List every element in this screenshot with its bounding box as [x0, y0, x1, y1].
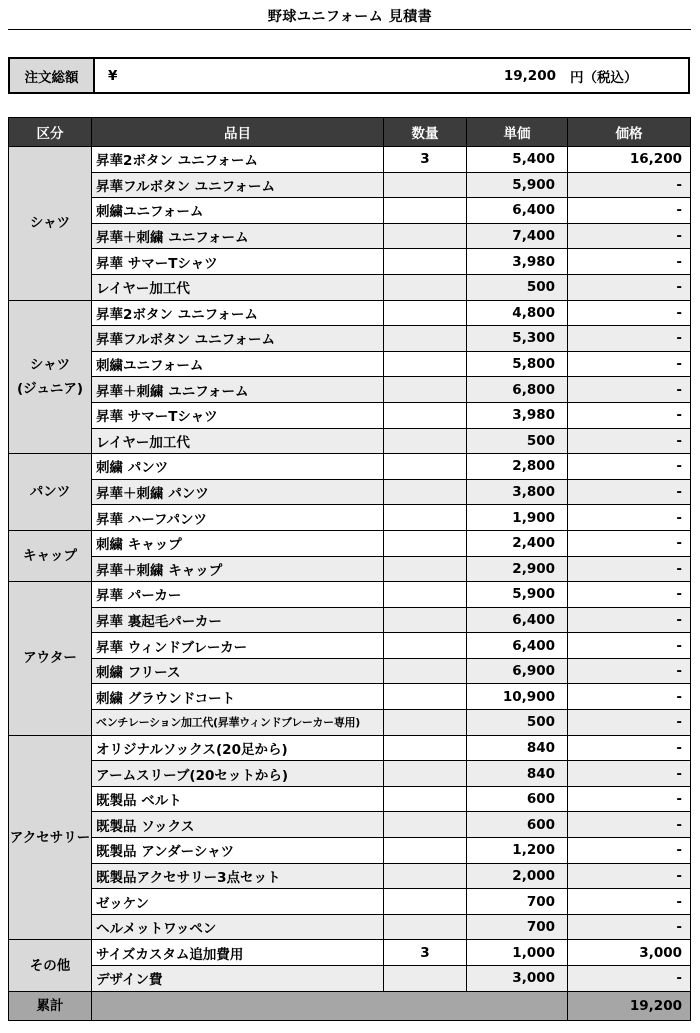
unit-price-cell: 1,200 — [467, 838, 568, 864]
item-name: 既製品 ソックス — [92, 812, 384, 838]
unit-price-cell: 2,000 — [467, 863, 568, 889]
unit-price-cell: 840 — [467, 735, 568, 761]
table-row — [9, 556, 691, 582]
unit-price-cell: 600 — [467, 786, 568, 812]
item-name: 昇華 ウィンドブレーカー — [92, 633, 384, 659]
price-cell: - — [568, 633, 691, 659]
price-cell: - — [568, 300, 691, 326]
unit-price-cell: 5,800 — [467, 351, 568, 377]
item-name: レイヤー加工代 — [92, 274, 384, 300]
table-row — [9, 710, 691, 736]
quantity-cell — [384, 735, 467, 761]
item-name: デザイン費 — [92, 966, 384, 992]
table-row — [9, 505, 691, 531]
quantity-cell — [384, 889, 467, 915]
table-row — [9, 940, 691, 966]
price-cell: - — [568, 326, 691, 352]
table-row — [9, 658, 691, 684]
quantity-cell — [384, 300, 467, 326]
header-quantity: 数量 — [384, 118, 467, 147]
price-cell: - — [568, 735, 691, 761]
table-row — [9, 607, 691, 633]
price-cell: - — [568, 889, 691, 915]
item-name: 昇華 ハーフパンツ — [92, 505, 384, 531]
price-cell: - — [568, 530, 691, 556]
estimate-table — [8, 117, 691, 1021]
unit-price-cell: 3,000 — [467, 966, 568, 992]
quantity-cell — [384, 454, 467, 480]
total-label: 累計 — [9, 991, 92, 1020]
unit-price-cell: 2,400 — [467, 530, 568, 556]
price-cell: - — [568, 684, 691, 710]
table-row — [9, 300, 691, 326]
category-cell: その他 — [9, 940, 92, 991]
price-cell: - — [568, 658, 691, 684]
item-name: 刺繍ユニフォーム — [92, 198, 384, 224]
item-name: 昇華2ボタン ユニフォーム — [92, 147, 384, 173]
table-row — [9, 402, 691, 428]
price-cell: - — [568, 914, 691, 940]
table-row — [9, 914, 691, 940]
total-price: 19,200 — [568, 991, 691, 1020]
table-row — [9, 761, 691, 787]
price-cell: - — [568, 607, 691, 633]
unit-price-cell: 1,000 — [467, 940, 568, 966]
unit-price-cell: 500 — [467, 710, 568, 736]
table-row — [9, 198, 691, 224]
item-name: 昇華＋刺繍 キャップ — [92, 556, 384, 582]
table-row — [9, 863, 691, 889]
unit-price-cell: 1,900 — [467, 505, 568, 531]
price-cell: - — [568, 351, 691, 377]
quantity-cell — [384, 607, 467, 633]
table-row — [9, 172, 691, 198]
category-cell: シャツ (ジュニア) — [9, 300, 92, 454]
unit-price-cell: 700 — [467, 889, 568, 915]
table-row — [9, 249, 691, 275]
quantity-cell — [384, 402, 467, 428]
quantity-cell — [384, 530, 467, 556]
price-cell: - — [568, 377, 691, 403]
order-total-box — [8, 57, 690, 94]
unit-price-cell: 5,300 — [467, 326, 568, 352]
item-name: 昇華＋刺繍 パンツ — [92, 479, 384, 505]
category-cell: パンツ — [9, 454, 92, 531]
header-price: 価格 — [568, 118, 691, 147]
quantity-cell — [384, 351, 467, 377]
total-row — [9, 991, 691, 1020]
header-category: 区分 — [9, 118, 92, 147]
item-name: 刺繍 グラウンドコート — [92, 684, 384, 710]
price-cell: 16,200 — [568, 147, 691, 173]
quantity-cell — [384, 223, 467, 249]
quantity-cell — [384, 326, 467, 352]
quantity-cell — [384, 684, 467, 710]
table-row — [9, 351, 691, 377]
item-name: 昇華 裏起毛パーカー — [92, 607, 384, 633]
quantity-cell — [384, 582, 467, 608]
unit-price-cell: 4,800 — [467, 300, 568, 326]
price-cell: - — [568, 863, 691, 889]
quantity-cell — [384, 428, 467, 454]
item-name: サイズカスタム追加費用 — [92, 940, 384, 966]
unit-price-cell: 700 — [467, 914, 568, 940]
item-name: 昇華フルボタン ユニフォーム — [92, 172, 384, 198]
item-name: アームスリーブ(20セットから) — [92, 761, 384, 787]
price-cell: - — [568, 812, 691, 838]
table-row — [9, 454, 691, 480]
quantity-cell — [384, 377, 467, 403]
price-cell: - — [568, 274, 691, 300]
category-cell: シャツ — [9, 147, 92, 301]
table-row — [9, 274, 691, 300]
page-title: 野球ユニフォーム 見積書 — [267, 9, 433, 25]
item-name: 昇華フルボタン ユニフォーム — [92, 326, 384, 352]
quantity-cell — [384, 863, 467, 889]
item-name: 既製品アクセサリー3点セット — [92, 863, 384, 889]
price-cell: - — [568, 710, 691, 736]
quantity-cell — [384, 633, 467, 659]
price-cell: - — [568, 172, 691, 198]
unit-price-cell: 10,900 — [467, 684, 568, 710]
quantity-cell — [384, 505, 467, 531]
table-row — [9, 530, 691, 556]
unit-price-cell: 2,800 — [467, 454, 568, 480]
price-cell: 3,000 — [568, 940, 691, 966]
quantity-cell — [384, 172, 467, 198]
order-total-amount: 19,200 — [503, 67, 556, 84]
table-row — [9, 735, 691, 761]
price-cell: - — [568, 556, 691, 582]
quantity-cell — [384, 812, 467, 838]
price-cell: - — [568, 582, 691, 608]
price-cell: - — [568, 786, 691, 812]
table-row — [9, 812, 691, 838]
title-underline — [8, 29, 691, 30]
item-name: ベンチレーション加工代(昇華ウィンドブレーカー専用) — [92, 710, 384, 736]
item-name: 昇華＋刺繍 ユニフォーム — [92, 377, 384, 403]
unit-price-cell: 5,400 — [467, 147, 568, 173]
table-row — [9, 633, 691, 659]
price-cell: - — [568, 505, 691, 531]
price-cell: - — [568, 454, 691, 480]
item-name: 既製品 ベルト — [92, 786, 384, 812]
price-cell: - — [568, 966, 691, 992]
unit-price-cell: 5,900 — [467, 172, 568, 198]
order-total-unit: 円（税込） — [570, 69, 638, 86]
total-filler — [92, 991, 568, 1020]
price-cell: - — [568, 479, 691, 505]
price-cell: - — [568, 402, 691, 428]
table-row — [9, 428, 691, 454]
item-name: レイヤー加工代 — [92, 428, 384, 454]
table-row — [9, 326, 691, 352]
item-name: 既製品 アンダーシャツ — [92, 838, 384, 864]
quantity-cell — [384, 838, 467, 864]
item-name: 刺繍 フリース — [92, 658, 384, 684]
unit-price-cell: 6,900 — [467, 658, 568, 684]
quantity-cell — [384, 710, 467, 736]
item-name: 刺繍 パンツ — [92, 454, 384, 480]
unit-price-cell: 6,400 — [467, 198, 568, 224]
table-row — [9, 377, 691, 403]
quantity-cell: 3 — [384, 940, 467, 966]
unit-price-cell: 3,980 — [467, 402, 568, 428]
item-name: 昇華＋刺繍 ユニフォーム — [92, 223, 384, 249]
table-header-row — [9, 118, 691, 147]
unit-price-cell: 5,900 — [467, 582, 568, 608]
item-name: ヘルメットワッペン — [92, 914, 384, 940]
table-body — [9, 147, 691, 992]
quantity-cell — [384, 198, 467, 224]
table-row — [9, 838, 691, 864]
header-unit-price: 単価 — [467, 118, 568, 147]
unit-price-cell: 840 — [467, 761, 568, 787]
unit-price-cell: 3,800 — [467, 479, 568, 505]
item-name: 昇華 サマーTシャツ — [92, 402, 384, 428]
table-row — [9, 147, 691, 173]
unit-price-cell: 500 — [467, 274, 568, 300]
price-cell: - — [568, 198, 691, 224]
item-name: 昇華 パーカー — [92, 582, 384, 608]
unit-price-cell: 500 — [467, 428, 568, 454]
unit-price-cell: 7,400 — [467, 223, 568, 249]
quantity-cell — [384, 786, 467, 812]
category-cell: アクセサリー — [9, 735, 92, 940]
item-name: 昇華2ボタン ユニフォーム — [92, 300, 384, 326]
currency-symbol: ¥ — [108, 67, 118, 84]
quantity-cell — [384, 761, 467, 787]
item-name: ゼッケン — [92, 889, 384, 915]
item-name: 刺繍 キャップ — [92, 530, 384, 556]
quantity-cell — [384, 274, 467, 300]
unit-price-cell: 3,980 — [467, 249, 568, 275]
price-cell: - — [568, 249, 691, 275]
header-item: 品目 — [92, 118, 384, 147]
order-total-label: 注文総額 — [10, 59, 95, 92]
quantity-cell — [384, 249, 467, 275]
table-row — [9, 223, 691, 249]
price-cell: - — [568, 761, 691, 787]
item-name: 刺繍ユニフォーム — [92, 351, 384, 377]
category-cell: キャップ — [9, 530, 92, 581]
price-cell: - — [568, 428, 691, 454]
table-row — [9, 786, 691, 812]
quantity-cell: 3 — [384, 147, 467, 173]
price-cell: - — [568, 838, 691, 864]
item-name: 昇華 サマーTシャツ — [92, 249, 384, 275]
quantity-cell — [384, 914, 467, 940]
price-cell: - — [568, 223, 691, 249]
unit-price-cell: 6,800 — [467, 377, 568, 403]
quantity-cell — [384, 658, 467, 684]
item-name: オリジナルソックス(20足から) — [92, 735, 384, 761]
table-row — [9, 479, 691, 505]
quantity-cell — [384, 556, 467, 582]
table-row — [9, 889, 691, 915]
unit-price-cell: 6,400 — [467, 633, 568, 659]
category-cell: アウター — [9, 582, 92, 736]
unit-price-cell: 6,400 — [467, 607, 568, 633]
unit-price-cell: 2,900 — [467, 556, 568, 582]
table-row — [9, 684, 691, 710]
unit-price-cell: 600 — [467, 812, 568, 838]
table-row — [9, 582, 691, 608]
quantity-cell — [384, 479, 467, 505]
table-row — [9, 966, 691, 992]
quantity-cell — [384, 966, 467, 992]
